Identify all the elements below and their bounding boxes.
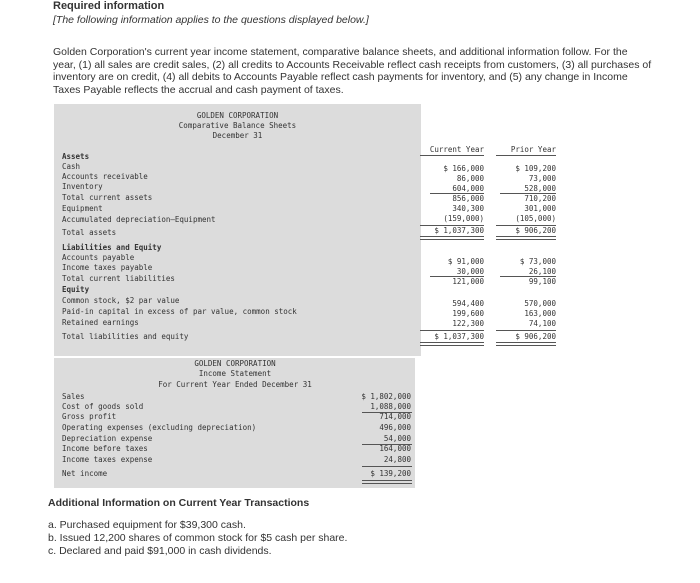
subtotal-rule [430, 193, 484, 194]
subtotal-rule [362, 412, 412, 413]
bs-row-label: Common stock, $2 par value [62, 296, 180, 305]
is-row-label: Income before taxes [62, 444, 148, 453]
bs-row-label: Total current assets [62, 193, 153, 202]
col-prior-year: Prior Year [510, 145, 556, 154]
is-row-label: Operating expenses (excluding depreciation) [62, 423, 257, 432]
bs-current-value: $ 166,000 [443, 164, 484, 173]
bs-current-value: 604,000 [452, 184, 484, 193]
bs-row-label: Total assets [62, 228, 117, 237]
bs-date: December 31 [212, 131, 263, 140]
subtotal-rule [362, 466, 412, 467]
is-title: Income Statement [198, 369, 272, 378]
bs-prior-value: 528,000 [524, 184, 556, 193]
bs-current-value: 30,000 [456, 267, 484, 276]
bs-row-label: Equipment [62, 204, 103, 213]
bs-current-value: $ 1,037,300 [434, 332, 484, 341]
bs-current-value: 121,000 [452, 277, 484, 286]
required-information-heading: Required information [53, 0, 165, 12]
is-value: $ 139,200 [370, 469, 411, 478]
is-value: 1,088,000 [370, 402, 411, 411]
bs-prior-value: 710,200 [524, 194, 556, 203]
bs-prior-value: 163,000 [524, 309, 556, 318]
liabilities-heading: Liabilities and Equity [62, 243, 162, 252]
intro-paragraph: Golden Corporation's current year income statement, comparative balance sheets, and additional information follow. For the year, (1) all sales are credit sales, (2) all credits to Accounts Receivable reflect cash receipts from customers, (3) all purchases of inventory are on credit, (4) all debits to Accounts Payable reflect cash payments for inventory, and (5) any change in Income Taxes Payable reflects the accrual and cash payment of taxes. [53, 46, 652, 96]
is-value: 496,000 [379, 423, 411, 432]
total-double-rule [496, 236, 556, 240]
bs-row-label: Total current liabilities [62, 274, 175, 283]
col-rule [420, 155, 484, 156]
bs-row-label: Paid-in capital in excess of par value, common stock [62, 307, 297, 316]
bs-current-value: 856,000 [452, 194, 484, 203]
is-value: 24,800 [383, 455, 411, 464]
bs-prior-value: (105,000) [515, 214, 556, 223]
col-current-year: Current Year [429, 145, 484, 154]
subtotal-rule [496, 225, 556, 226]
subtotal-rule [496, 330, 556, 331]
is-row-label: Income taxes expense [62, 455, 153, 464]
is-value: 164,000 [379, 444, 411, 453]
is-row-label: Cost of goods sold [62, 402, 144, 411]
is-value: 714,000 [379, 412, 411, 421]
bs-current-value: 199,600 [452, 309, 484, 318]
total-double-rule [420, 236, 484, 240]
bs-row-label: Accounts payable [62, 253, 135, 262]
bs-row-label: Accounts receivable [62, 172, 148, 181]
bs-current-value: (159,000) [443, 214, 484, 223]
additional-info-heading: Additional Information on Current Year Transactions [48, 497, 310, 509]
bs-prior-value: $ 109,200 [515, 164, 556, 173]
is-company: GOLDEN CORPORATION [194, 359, 276, 368]
bs-prior-value: 26,100 [528, 267, 556, 276]
additional-info-list [48, 519, 347, 558]
is-period: For Current Year Ended December 31 [158, 380, 312, 389]
bs-current-value: 594,400 [452, 299, 484, 308]
list-item: b. Issued 12,200 shares of common stock for $5 cash per share. [48, 532, 348, 544]
is-value: $ 1,802,000 [361, 392, 411, 401]
bs-row-label: Retained earnings [62, 318, 139, 327]
bs-prior-value: 301,000 [524, 204, 556, 213]
bs-current-value: 340,300 [452, 204, 484, 213]
bs-prior-value: $ 906,200 [515, 226, 556, 235]
instruction-text: [The following information applies to the questions displayed below.] [53, 14, 369, 26]
bs-current-value: $ 91,000 [447, 257, 484, 266]
subtotal-rule [430, 276, 484, 277]
bs-prior-value: 74,100 [528, 319, 556, 328]
is-row-label: Sales [62, 392, 85, 401]
assets-heading: Assets [62, 152, 90, 161]
bs-title: Comparative Balance Sheets [178, 121, 297, 130]
bs-row-label: Accumulated depreciation—Equipment [62, 215, 216, 224]
bs-prior-value: 73,000 [528, 174, 556, 183]
is-row-label: Net income [62, 469, 108, 478]
bs-current-value: 122,300 [452, 319, 484, 328]
subtotal-rule [500, 276, 556, 277]
col-rule [496, 155, 556, 156]
subtotal-rule [500, 193, 556, 194]
bs-prior-value: 570,000 [524, 299, 556, 308]
subtotal-rule [362, 444, 412, 445]
bs-row-label: Income taxes payable [62, 263, 153, 272]
total-double-rule [420, 342, 484, 346]
bs-row-label: Cash [62, 162, 81, 171]
subtotal-rule [420, 225, 484, 226]
bs-prior-value: 99,100 [528, 277, 556, 286]
bs-row-label: Total liabilities and equity [62, 332, 189, 341]
bs-prior-value: $ 906,200 [515, 332, 556, 341]
equity-heading: Equity [62, 285, 90, 294]
is-row-label: Gross profit [62, 412, 117, 421]
total-double-rule [496, 342, 556, 346]
is-value: 54,000 [383, 434, 411, 443]
bs-current-value: 86,000 [456, 174, 484, 183]
bs-prior-value: $ 73,000 [519, 257, 556, 266]
is-row-label: Depreciation expense [62, 434, 153, 443]
list-item: c. Declared and paid $91,000 in cash dividends. [48, 545, 272, 557]
bs-company: GOLDEN CORPORATION [196, 111, 279, 120]
bs-row-label: Inventory [62, 182, 103, 191]
subtotal-rule [420, 330, 484, 331]
bs-current-value: $ 1,037,300 [434, 226, 484, 235]
total-double-rule [362, 480, 412, 484]
list-item: a. Purchased equipment for $39,300 cash. [48, 519, 246, 531]
